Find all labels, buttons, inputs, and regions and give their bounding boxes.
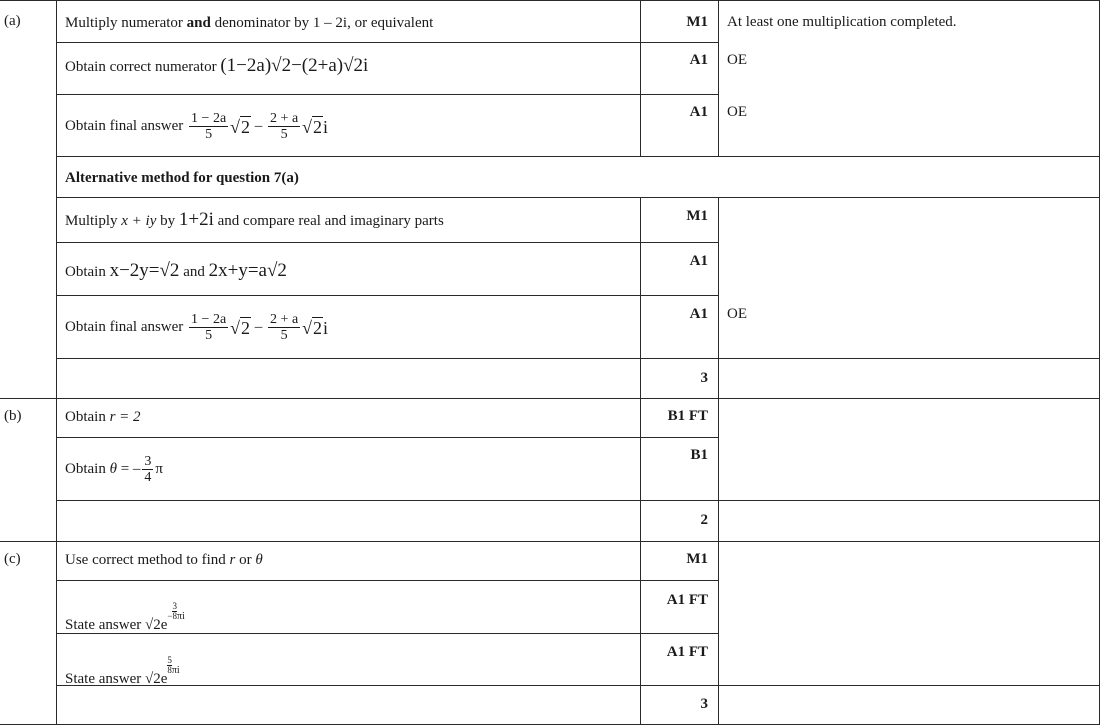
mark-c2: A1 FT [666,592,708,608]
fraction: $\frac{3}{4}$ [144,454,152,486]
exponent-fraction: $\frac{3}{8}$ [172,601,177,621]
fraction: $\frac{2 + a}{5}$ [270,312,299,344]
row-divider [56,242,718,243]
mark-a6: A1 [689,306,708,322]
row-a4-text: Multiply x + iy by 1+2i and compare real and imaginary parts [65,209,444,230]
guidance-a3: OE [727,104,747,120]
fraction: $\frac{2 + a}{5}$ [270,111,299,143]
row-a6-text: Obtain final answer $\frac{1 - 2a}{5}$ √2 – $\frac{2 + a}{5}$ √2i [65,312,329,344]
row-divider [56,358,1100,359]
column-divider [640,197,641,724]
column-divider [640,0,641,157]
part-divider [0,541,1100,542]
row-divider [56,500,1100,501]
row-divider [56,94,718,95]
row-divider [56,685,1100,686]
mark-b1: B1 FT [667,408,708,424]
exponent-fraction: $\frac{5}{8}$ [167,655,172,675]
total-b: 2 [700,512,708,528]
guidance-a1: At least one multiplication completed. [727,14,957,30]
row-c2-text: State answer √2e − $\frac{3}{8}$ $^{\pi i}$ [65,601,185,633]
row-divider [56,42,718,43]
row-a1-text: Multiply numerator and denominator by 1 – 2i, or equivalent [65,15,434,31]
mark-c3: A1 FT [666,644,708,660]
column-divider [56,0,57,724]
mark-c1: M1 [686,551,708,567]
row-divider [56,197,1100,198]
mark-b2: B1 [690,447,708,463]
row-b2-text: Obtain θ = – $\frac{3}{4}$ π [65,454,163,486]
mark-a2: A1 [689,52,708,68]
alternative-method-heading: Alternative method for question 7(a) [65,170,299,186]
part-label-c: (c) [4,551,21,567]
row-a3-text: Obtain final answer $\frac{1 - 2a}{5}$ √2 – $\frac{2 + a}{5}$ √2i [65,111,329,143]
mark-a3: A1 [689,104,708,120]
row-c3-text: State answer √2e $\frac{5}{8}$ $^{\pi i}$ [65,655,180,687]
part-label-b: (b) [4,408,22,424]
fraction: $\frac{1 - 2a}{5}$ [191,111,227,143]
total-a: 3 [700,370,708,386]
row-divider [56,295,718,296]
row-divider [56,156,1100,157]
guidance-a6: OE [727,306,747,322]
row-c1-text: Use correct method to find r or θ [65,552,263,568]
numerator-expression: (1−2a)√2−(2+a)√2i [220,55,369,76]
mark-a5: A1 [689,253,708,269]
mark-a4: M1 [686,208,708,224]
column-divider [718,0,719,157]
table-border-top [0,0,1100,1]
mark-a1: M1 [686,14,708,30]
table-border-bottom [0,724,1100,725]
row-divider [56,580,718,581]
exponent: − [167,611,173,621]
column-divider [718,197,719,724]
row-divider [56,437,718,438]
guidance-a2: OE [727,52,747,68]
row-b1-text: Obtain r = 2 [65,409,141,425]
part-divider [0,398,1100,399]
fraction: $\frac{1 - 2a}{5}$ [191,312,227,344]
row-a5-text: Obtain x−2y=√2 and 2x+y=a√2 [65,260,287,281]
total-c: 3 [700,696,708,712]
row-a2-text: Obtain correct numerator (1−2a)√2−(2+a)√2i [65,55,369,76]
part-label-a: (a) [4,13,21,29]
